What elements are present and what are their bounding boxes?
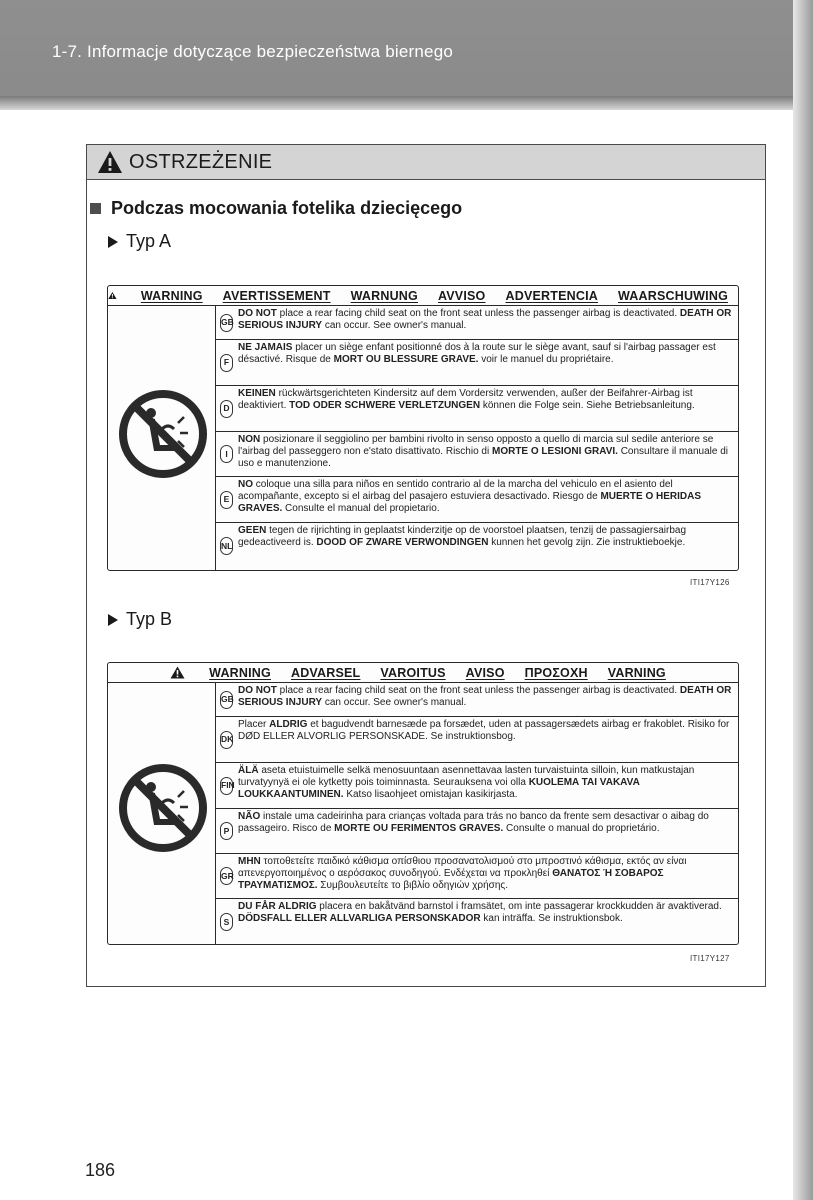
lang-row-gb: GB DO NOT place a rear facing child seat on the front seat unless the passenger airbag is deactivated. DEATH OR SERIOUS INJURY can occur. See owner's manual. <box>216 683 738 717</box>
lang-row-d: D KEINEN rückwärtsgerichteten Kindersitz auf dem Vordersitz verwenden, außer der Beifahrer-Airbag ist deaktiviert. TOD ODER SCHWERE VERLETZUNGEN können die Folge sein. Siehe Betriebsanleitung. <box>216 386 738 432</box>
header-word: WARNING <box>209 665 271 680</box>
lang-row-i: I NON posizionare il seggiolino per bambini rivolto in senso opposto a quello di marcia sul sedile anteriore se l'airbag del passeggero non e'stato disattivato. Rischio di MORTE O LESIONI GRAVI. Consultare il manuale di uso e manutenzione. <box>216 432 738 477</box>
header-word: VARNING <box>607 665 666 680</box>
page-number: 186 <box>85 1160 116 1180</box>
typ-b-heading <box>108 609 172 630</box>
chapter-header <box>0 0 813 108</box>
lang-code-badge: NL <box>220 537 233 555</box>
warning-title: OSTRZEŻENIE <box>129 150 273 173</box>
figure-code-b: ITI17Y127 <box>690 954 730 963</box>
lang-row-gb: GB DO NOT place a rear facing child seat on the front seat unless the passenger airbag is deactivated. DEATH OR SERIOUS INJURY can occur. See owner's manual. <box>216 306 738 340</box>
lang-code-badge: GR <box>220 867 233 885</box>
no-rear-facing-seat-icon <box>118 763 208 853</box>
lang-code-badge: DK <box>220 731 233 749</box>
header-word: AVERTISSEMENT <box>222 288 331 303</box>
arrow-right-icon <box>108 236 118 248</box>
warning-triangle-icon <box>108 289 117 302</box>
lang-row-nl: NL GEEN tegen de rijrichting in geplaatst kinderzitje op de voorstoel plaatsen, tenzij de passagiersairbag gedeactiveerd is. DOOD OF ZWARE VERWONDINGEN kunnen het gevolg zijn. Zie instruktieboekje. <box>216 523 738 569</box>
lang-row-gr: GR ΜΗΝ τοποθετείτε παιδικό κάθισμα οπίσθιου προσανατολισμού στο μπροστινό κάθισμα, εκτός αν είναι απενεργοποιημένος ο αερόσακος συνοδηγού. Ενδέχεται να προκληθεί ΘΑΝΑΤΟΣ Ή ΣΟΒΑΡΟΣ ΤΡΑΥΜΑΤΙΣΜΟΣ. Συμβουλευτείτε το βιβλίο οδηγιών χρήσης. <box>216 854 738 899</box>
header-word: AVISO <box>465 665 505 680</box>
warning-triangle-icon <box>170 666 185 679</box>
lang-row-dk: DK Placer ALDRIG et bagudvendt barnesæde pa forsædet, uden at passagersædets airbag er frakoblet. Risiko for DØD ELLER ALVORLIG PERSONSKADE. Se instruktionsbog. <box>216 717 738 763</box>
header-word: WARNUNG <box>350 288 418 303</box>
lang-code-badge: GB <box>220 691 233 709</box>
section-title: Podczas mocowania fotelika dziecięcego <box>111 198 463 218</box>
typ-b-label: Typ B <box>126 609 173 629</box>
lang-row-p: P NÃO instale uma cadeirinha para crianças voltada para trás no banco da frente sem desactivar o aibag do passageiro. Risco de MORTE OU FERIMENTOS GRAVES. Consulte o manual do proprietário. <box>216 809 738 854</box>
lang-code-badge: S <box>220 913 233 931</box>
lang-row-f: F NE JAMAIS placer un siège enfant positionné dos à la route sur le siège avant, sauf si l'airbag passager est désactivé. Risque de MORT OU BLESSURE GRAVE. voir le manuel du propriétaire. <box>216 340 738 386</box>
section-heading <box>90 198 462 219</box>
airbag-warning-label-b <box>107 662 739 945</box>
icon-area <box>108 306 216 570</box>
lang-code-badge: P <box>220 822 233 840</box>
header-word: ADVERTENCIA <box>505 288 598 303</box>
icon-area <box>108 683 216 944</box>
label-b-header <box>108 663 738 683</box>
label-a-header <box>108 286 738 306</box>
typ-a-heading <box>108 231 171 252</box>
warning-header <box>87 145 765 180</box>
airbag-warning-label-a <box>107 285 739 571</box>
lang-code-badge: F <box>220 354 233 372</box>
chapter-title: 1-7. Informacje dotyczące bezpieczeństwa biernego <box>52 42 454 61</box>
warning-triangle-icon <box>97 150 123 174</box>
lang-code-badge: E <box>220 491 233 509</box>
bullet-square-icon <box>90 203 101 214</box>
header-word: WARNING <box>140 288 203 303</box>
lang-code-badge: GB <box>220 314 233 332</box>
lang-row-s: S DU FÅR ALDRIG placera en bakåtvänd barnstol i framsätet, om inte passagerar krockkudden är avaktiverad. DÖDSFALL ELLER ALLVARLIGA PERSONSKADOR kan inträffa. Se instruktionsbok. <box>216 899 738 945</box>
typ-a-label: Typ A <box>126 231 172 251</box>
page-edge-shadow <box>793 0 813 1200</box>
lang-row-e: E NO coloque una silla para niños en sentido contrario al de la marcha del vehiculo en el asiento del acompañante, excepto si el airbag del pasajero estuviera desactivado. Riesgo de MUERTE O HERIDAS GRAVES. Consulte el manual del propietario. <box>216 477 738 523</box>
lang-code-badge: D <box>220 400 233 418</box>
figure-code-a: ITI17Y126 <box>690 578 730 587</box>
header-word: WAARSCHUWING <box>617 288 728 303</box>
header-word: VAROITUS <box>380 665 446 680</box>
no-rear-facing-seat-icon <box>118 389 208 479</box>
header-shadow <box>0 96 813 110</box>
lang-row-fin: FIN ÄLÄ aseta etuistuimelle selkä menosuuntaan asennettavaa lasten turvaistuinta silloin, kun matkustajan turvatyynyä ei ole kytketty pois toiminnasta. Seurauksena voi olla KUOLEMA TAI VAKAVA LOUKKAANTUMINEN. Katso lisaohjeet omistajan kasikirjasta. <box>216 763 738 809</box>
lang-code-badge: I <box>220 445 233 463</box>
header-word: ADVARSEL <box>290 665 361 680</box>
arrow-right-icon <box>108 614 118 626</box>
lang-code-badge: FIN <box>220 777 233 795</box>
header-word: AVVISO <box>437 288 486 303</box>
header-word: ΠΡΟΣΟΧΗ <box>524 665 588 680</box>
